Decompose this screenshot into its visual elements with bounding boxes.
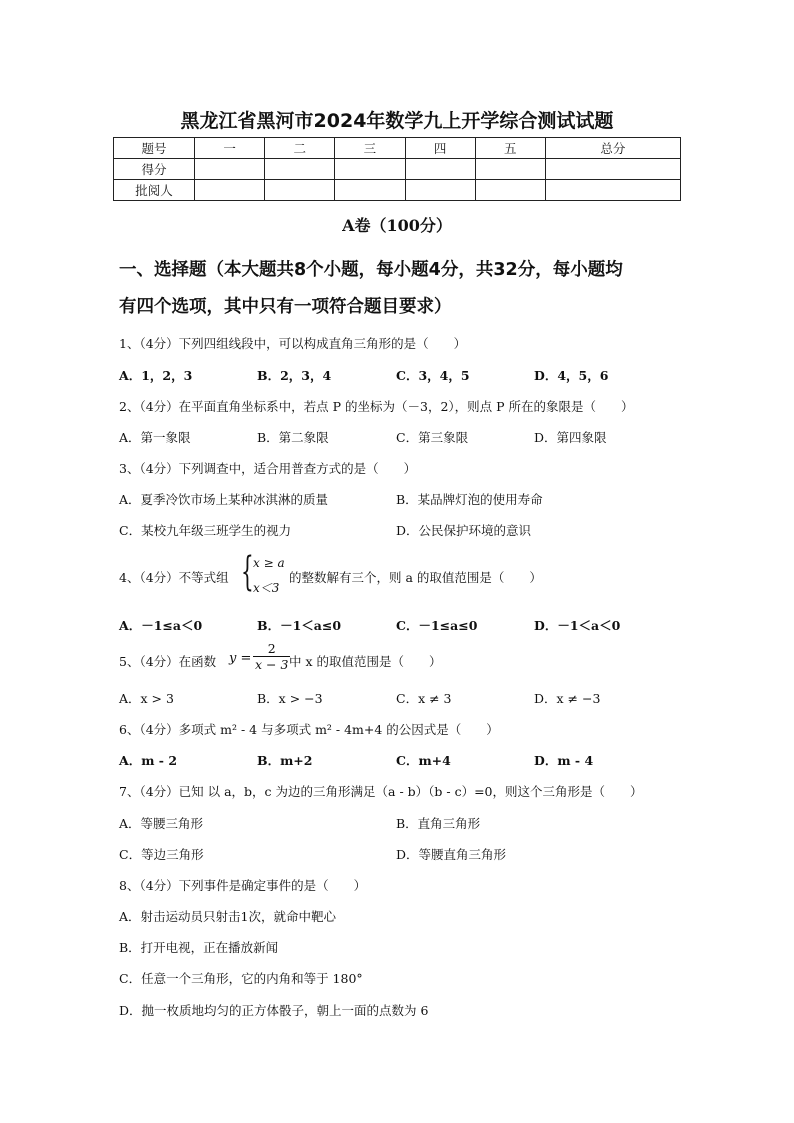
question-7-stem: 7、（4分）已知 以 a，b，c 为边的三角形满足（a - b）（b - c）=0，则这个三角形是（ ） <box>119 784 643 799</box>
question-8-stem: 8、（4分）下列事件是确定事件的是（ ） <box>119 878 367 893</box>
q7-option-c: C．等边三角形 <box>119 847 204 862</box>
table-cell <box>335 180 405 201</box>
table-cell <box>265 159 335 180</box>
score-table-row <box>114 180 681 201</box>
question-2-stem: 2、（4分）在平面直角坐标系中，若点 P 的坐标为（－3，2），则点 P 所在的象限是（ ） <box>119 399 634 414</box>
table-cell <box>195 159 265 180</box>
volume-label: A卷（100分） <box>342 216 452 235</box>
score-table <box>113 137 681 201</box>
q8-option-d: D．抛一枚质地均匀的正方体骰子，朝上一面的点数为 6 <box>119 1003 429 1018</box>
section-heading: 一、选择题（本大题共8个小题，每小题4分，共32分，每小题均 <box>119 260 623 280</box>
q4-option-b: B．－1＜a≤0 <box>257 618 342 633</box>
table-cell <box>195 180 265 201</box>
question-4-stem-pre: 4、（4分）不等式组 <box>119 570 229 585</box>
question-5-stem-post: 中 x 的取值范围是（ ） <box>289 654 442 669</box>
table-cell <box>335 159 405 180</box>
q1-option-b: B．2，3，4 <box>257 368 332 383</box>
q6-option-c: C．m+4 <box>396 753 451 768</box>
table-cell <box>545 159 680 180</box>
q2-option-d: D．第四象限 <box>534 430 607 445</box>
table-cell: 得分 <box>114 159 195 180</box>
q7-option-d: D．等腰直角三角形 <box>396 847 507 862</box>
q3-option-a: A．夏季冷饮市场上某种冰淇淋的质量 <box>119 492 329 507</box>
table-cell: 五 <box>475 138 545 159</box>
q6-option-d: D．m - 4 <box>534 753 594 768</box>
table-cell: 一 <box>195 138 265 159</box>
system-top: x ≥ a <box>253 556 285 570</box>
q1-option-c: C．3，4，5 <box>396 368 470 383</box>
question-4-stem-post: 的整数解有三个，则 a 的取值范围是（ ） <box>289 570 542 585</box>
q1-option-a: A．1，2，3 <box>119 368 193 383</box>
question-6-stem: 6、（4分）多项式 m² - 4 与多项式 m² - 4m+4 的公因式是（ ） <box>119 722 499 737</box>
question-1-stem: 1、（4分）下列四组线段中，可以构成直角三角形的是（ ） <box>119 336 467 351</box>
table-cell <box>405 180 475 201</box>
q3-option-d: D．公民保护环境的意识 <box>396 523 532 538</box>
q3-option-b: B．某品牌灯泡的使用寿命 <box>396 492 543 507</box>
fraction-numerator: 2 <box>253 641 290 657</box>
q5-option-b: B．x > −3 <box>257 691 323 706</box>
q3-option-c: C．某校九年级三班学生的视力 <box>119 523 292 538</box>
page-title: 黑龙江省黑河市2024年数学九上开学综合测试试题 <box>180 110 614 132</box>
system-bottom: x＜3 <box>253 581 280 595</box>
fraction <box>253 641 290 672</box>
q4-option-d: D．－1＜a＜0 <box>534 618 621 633</box>
fraction-denominator: x − 3 <box>255 657 289 672</box>
table-cell <box>405 159 475 180</box>
table-cell <box>545 180 680 201</box>
table-cell <box>475 180 545 201</box>
q8-option-c: C．任意一个三角形，它的内角和等于 180° <box>119 971 363 986</box>
q2-option-a: A．第一象限 <box>119 430 191 445</box>
q4-option-c: C．－1≤a≤0 <box>396 618 478 633</box>
q5-option-c: C．x ≠ 3 <box>396 691 452 706</box>
q8-option-b: B．打开电视，正在播放新闻 <box>119 940 279 955</box>
section-heading-cont: 有四个选项，其中只有一项符合题目要求） <box>119 297 452 317</box>
question-3-stem: 3、（4分）下列调查中，适合用普查方式的是（ ） <box>119 461 417 476</box>
table-cell: 题号 <box>114 138 195 159</box>
q2-option-b: B．第二象限 <box>257 430 329 445</box>
q5-option-d: D．x ≠ −3 <box>534 691 601 706</box>
q8-option-a: A．射击运动员只射击1次，就命中靶心 <box>119 909 336 924</box>
table-cell: 四 <box>405 138 475 159</box>
q7-option-b: B．直角三角形 <box>396 816 481 831</box>
table-cell: 批阅人 <box>114 180 195 201</box>
question-5-stem-pre: 5、（4分）在函数 <box>119 654 217 669</box>
function-lhs: y = <box>229 651 252 666</box>
table-cell: 二 <box>265 138 335 159</box>
q7-option-a: A．等腰三角形 <box>119 816 204 831</box>
q6-option-a: A．m - 2 <box>119 753 178 768</box>
q5-option-a: A．x > 3 <box>119 691 174 706</box>
table-cell <box>475 159 545 180</box>
brace-symbol: { <box>241 549 254 595</box>
score-table-header-row <box>114 138 681 159</box>
table-cell: 三 <box>335 138 405 159</box>
q4-option-a: A．－1≤a＜0 <box>119 618 203 633</box>
score-table-row <box>114 159 681 180</box>
table-cell: 总分 <box>545 138 680 159</box>
q6-option-b: B．m+2 <box>257 753 313 768</box>
q2-option-c: C．第三象限 <box>396 430 469 445</box>
q1-option-d: D．4，5，6 <box>534 368 609 383</box>
table-cell <box>265 180 335 201</box>
